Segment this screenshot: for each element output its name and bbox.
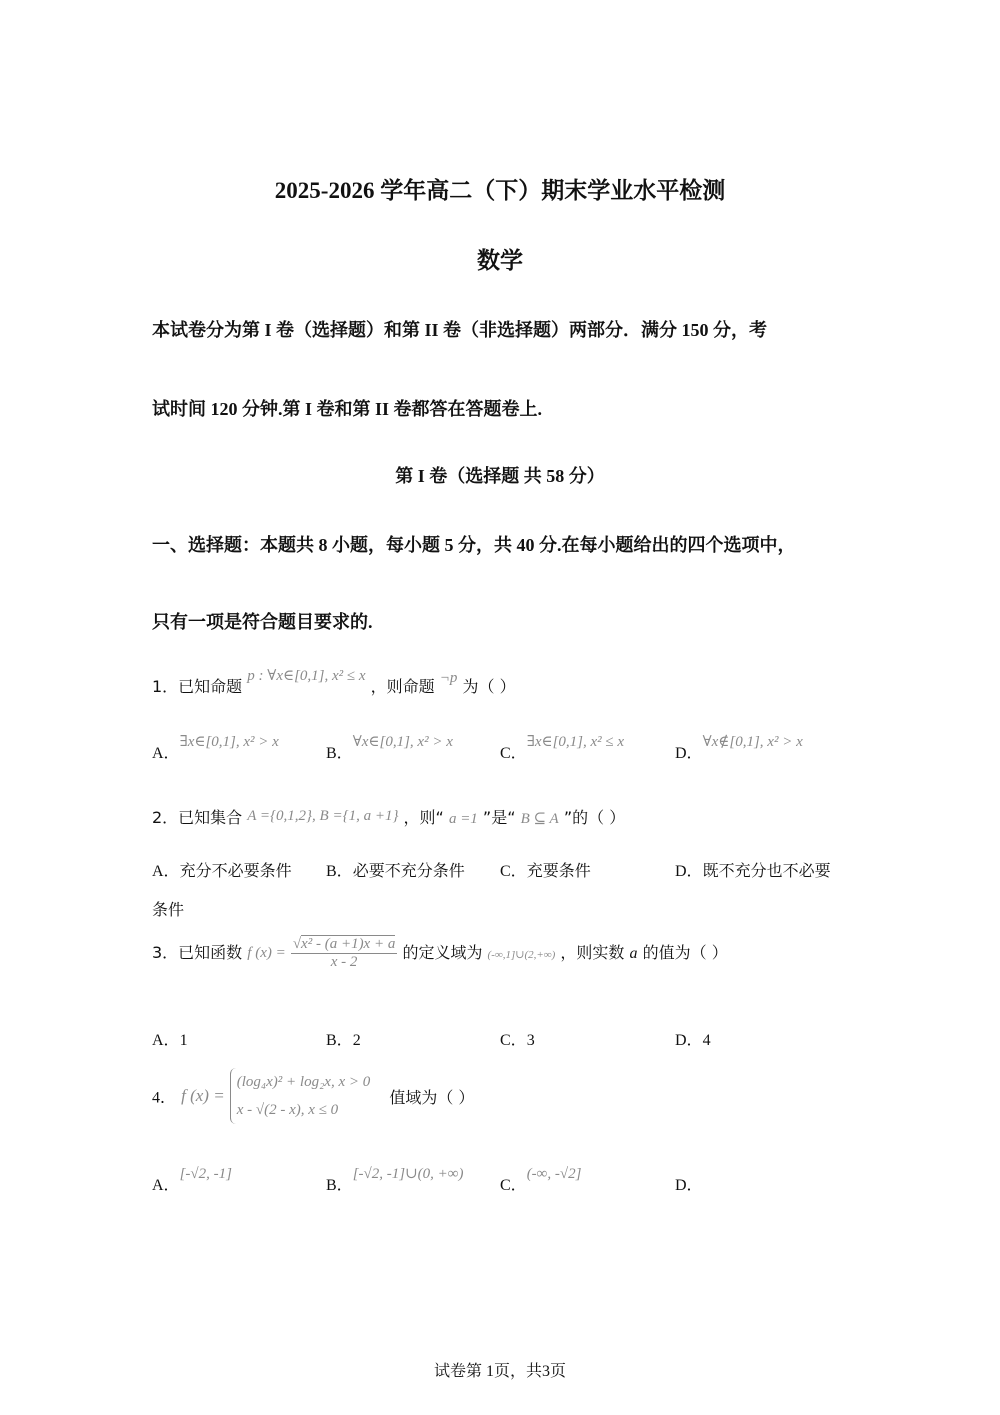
option-letter: B． <box>326 1177 353 1194</box>
option-letter: B． <box>326 745 353 762</box>
case-nonpositive: x - √(2 - x), x ≤ 0 <box>236 1102 339 1118</box>
q4-option-b[interactable] <box>326 1166 464 1195</box>
question-stem: 的定义域为 <box>402 943 483 962</box>
intro-line-1: 本试卷分为第 I 卷（选择题）和第 II 卷（非选择题）两部分．满分 150 分，考 <box>152 320 768 340</box>
q3-option-b[interactable] <box>326 1027 361 1050</box>
q2-option-d[interactable] <box>675 858 831 881</box>
option-text: 3 <box>526 1032 535 1049</box>
subject-title: 数学 <box>477 248 523 274</box>
question-2 <box>152 805 625 828</box>
option-letter: C． <box>500 1177 527 1194</box>
option-formula: ∀x∉[0,1], x² > x <box>702 734 803 750</box>
question-1 <box>152 668 516 697</box>
q4-option-c[interactable] <box>500 1166 582 1195</box>
option-letter: D． <box>675 863 703 880</box>
q2-option-c[interactable] <box>500 858 591 881</box>
option-letter: A． <box>152 1032 180 1049</box>
question-stem: 为（ ） <box>462 677 516 696</box>
fraction-numerator: √x² - (a +1)x + a <box>292 936 396 952</box>
question-stem: 的值为（ ） <box>642 943 728 962</box>
fraction-denominator: x - 2 <box>330 954 358 970</box>
question-stem: ，则命题 <box>370 677 435 696</box>
intro-line-2: 试时间 120 分钟.第 I 卷和第 II 卷都答在答题卷上. <box>152 399 543 419</box>
option-letter: A． <box>152 1177 180 1194</box>
option-formula: ∀x∈[0,1], x² > x <box>352 734 453 750</box>
option-formula: ∃x∈[0,1], x² > x <box>179 734 279 750</box>
option-text: 充要条件 <box>526 861 591 880</box>
formula-lhs: f (x) = <box>181 1086 225 1105</box>
question-stem: 3．已知函数 <box>152 943 243 962</box>
option-letter: A． <box>152 745 180 762</box>
piecewise-cases <box>230 1068 370 1124</box>
q2-option-a[interactable] <box>152 858 292 881</box>
question-stem: ”的（ ） <box>563 808 626 827</box>
variable: a <box>629 945 638 962</box>
formula: (-∞,1]∪(2,+∞) <box>487 949 556 961</box>
q3-option-d[interactable] <box>675 1027 711 1050</box>
page-footer: 试卷第 1页，共3页 <box>433 1363 566 1380</box>
option-letter: B． <box>326 863 353 880</box>
option-text: 1 <box>179 1032 188 1049</box>
q1-option-b[interactable] <box>326 734 453 763</box>
question-stem: 值域为（ ） <box>389 1087 475 1107</box>
q1-option-a[interactable] <box>152 734 279 763</box>
question-4 <box>152 1068 474 1124</box>
formula: A ={0,1,2}, B ={1, a +1} <box>247 808 399 824</box>
q3-option-c[interactable] <box>500 1027 535 1050</box>
q2-option-b[interactable] <box>326 858 465 881</box>
fraction <box>291 936 398 971</box>
question-stem: ，则“ <box>403 808 444 827</box>
q4-option-a[interactable] <box>152 1166 232 1195</box>
option-formula: [-√2, -1] <box>179 1166 232 1182</box>
option-letter: B． <box>326 1032 353 1049</box>
section-instructions-line-2: 只有一项是符合题目要求的. <box>152 612 373 632</box>
option-text: 4 <box>702 1032 711 1049</box>
case-positive: (log₄x)² + log₂x, x > 0 <box>236 1074 371 1090</box>
question-3 <box>152 936 728 971</box>
formula: ¬p <box>439 670 458 686</box>
question-number: 4． <box>152 1089 177 1107</box>
formula-lhs: f (x) = <box>247 945 286 961</box>
question-stem: 2．已知集合 <box>152 808 243 827</box>
option-letter: C． <box>500 863 527 880</box>
question-stem: 1．已知命题 <box>152 677 243 696</box>
q1-option-c[interactable] <box>500 734 625 763</box>
formula: B ⊆ A <box>520 811 559 827</box>
option-text: 必要不充分条件 <box>352 861 465 880</box>
section-instructions-line-1: 一、选择题：本题共 8 小题，每小题 5 分，共 40 分.在每小题给出的四个选项中， <box>152 535 796 555</box>
option-text: 2 <box>352 1032 361 1049</box>
option-formula: (-∞, -√2] <box>526 1166 582 1182</box>
option-letter: C． <box>500 1032 527 1049</box>
q3-option-a[interactable] <box>152 1027 188 1050</box>
option-text: 充分不必要条件 <box>179 861 292 880</box>
q2-option-d-wrap: 条件 <box>152 900 185 919</box>
option-formula: [-√2, -1]∪(0, +∞) <box>352 1166 464 1182</box>
radicand: x² - (a +1)x + a <box>301 936 396 952</box>
formula: p : ∀x∈[0,1], x² ≤ x <box>247 668 366 684</box>
option-letter: C． <box>500 745 527 762</box>
exam-title: 2025-2026 学年高二（下）期末学业水平检测 <box>274 178 726 203</box>
q4-option-d[interactable] <box>675 1172 703 1195</box>
option-letter: A． <box>152 863 180 880</box>
option-letter: D． <box>675 1177 703 1194</box>
part-heading: 第 I 卷（选择题 共 58 分） <box>395 466 605 486</box>
q1-option-d[interactable] <box>675 734 803 763</box>
question-stem: ，则实数 <box>560 943 625 962</box>
option-text: 既不充分也不必要 <box>702 861 831 880</box>
question-stem: ”是“ <box>482 808 516 827</box>
option-letter: D． <box>675 1032 703 1049</box>
formula: a =1 <box>448 811 478 827</box>
option-formula: ∃x∈[0,1], x² ≤ x <box>526 734 625 750</box>
option-letter: D． <box>675 745 703 762</box>
